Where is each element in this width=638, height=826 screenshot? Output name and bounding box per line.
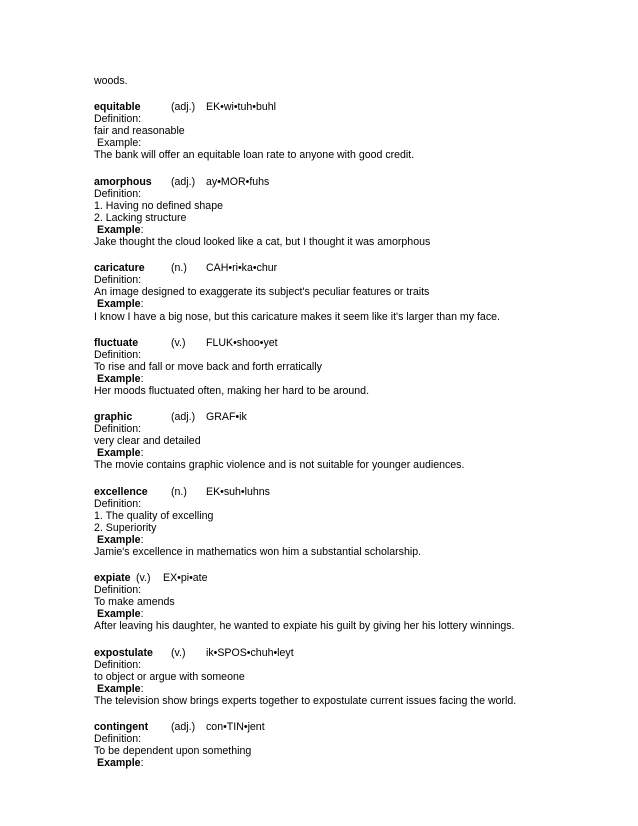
entry-word: expostulate bbox=[94, 646, 153, 659]
example-label-line bbox=[94, 608, 614, 620]
example-colon: : bbox=[140, 757, 144, 770]
vocab-entry bbox=[94, 411, 614, 471]
entry-header bbox=[94, 101, 614, 113]
definition-text: 2. Superiority bbox=[94, 521, 157, 534]
example-text: I know I have a big nose, but this caricature makes it seem like it's larger than my face. bbox=[94, 310, 500, 323]
example-text: After leaving his daughter, he wanted to expiate his guilt by giving her his lottery winnings. bbox=[94, 620, 515, 633]
pronunciation: EK•wi•tuh•buhl bbox=[206, 101, 277, 114]
entry-header bbox=[94, 486, 614, 498]
definition-text: To rise and fall or move back and forth erratically bbox=[94, 360, 322, 373]
entry-word: graphic bbox=[94, 411, 133, 424]
vocab-entry bbox=[94, 176, 614, 249]
definition-label: Definition: bbox=[94, 274, 142, 287]
definition-label: Definition: bbox=[94, 113, 142, 126]
example-label-line bbox=[94, 534, 614, 546]
definition-label: Definition: bbox=[94, 348, 142, 361]
vocab-entry bbox=[94, 101, 614, 161]
definition-label: Definition: bbox=[94, 423, 142, 436]
definition-text: 1. The quality of excelling bbox=[94, 509, 214, 522]
example-label-line bbox=[94, 224, 614, 236]
entry-header bbox=[94, 411, 614, 423]
vocab-entry bbox=[94, 486, 614, 559]
example-colon: : bbox=[140, 447, 144, 460]
vocab-entry bbox=[94, 337, 614, 397]
example-colon: : bbox=[140, 223, 144, 236]
definition-label: Definition: bbox=[94, 584, 142, 597]
part-of-speech: (n.) bbox=[171, 262, 187, 275]
vocab-entry bbox=[94, 721, 614, 769]
entry-header bbox=[94, 337, 614, 349]
entry-word: fluctuate bbox=[94, 336, 139, 349]
pronunciation: ik•SPOS•chuh•leyt bbox=[206, 646, 294, 659]
entry-header bbox=[94, 721, 614, 733]
part-of-speech: (adj.) bbox=[171, 175, 196, 188]
entry-header bbox=[94, 572, 614, 584]
vocab-entry bbox=[94, 262, 614, 322]
example-text: The bank will offer an equitable loan rate to anyone with good credit. bbox=[94, 149, 415, 162]
example-label: Example bbox=[97, 757, 141, 770]
example-label: Example: bbox=[97, 137, 142, 150]
example-label-line bbox=[94, 757, 614, 769]
definition-label: Definition: bbox=[94, 658, 142, 671]
definition-text: 1. Having no defined shape bbox=[94, 199, 223, 212]
entry-word: equitable bbox=[94, 101, 141, 114]
part-of-speech: (v.) bbox=[136, 572, 151, 585]
entry-word: caricature bbox=[94, 262, 145, 275]
example-text: Jake thought the cloud looked like a cat, but I thought it was amorphous bbox=[94, 236, 431, 249]
example-text: The television show brings experts together to expostulate current issues facing the world. bbox=[94, 694, 517, 707]
entry-header bbox=[94, 176, 614, 188]
pronunciation: con•TIN•jent bbox=[206, 721, 265, 734]
example-colon: : bbox=[140, 533, 144, 546]
example-label-line bbox=[94, 298, 614, 310]
part-of-speech: (adj.) bbox=[171, 411, 196, 424]
example-label: Example bbox=[97, 223, 141, 236]
entry-word: amorphous bbox=[94, 175, 152, 188]
example-colon: : bbox=[140, 372, 144, 385]
example-colon: : bbox=[140, 298, 144, 311]
example-text: Her moods fluctuated often, making her hard to be around. bbox=[94, 384, 370, 397]
example-label: Example bbox=[97, 533, 141, 546]
example-label: Example bbox=[97, 372, 141, 385]
part-of-speech: (adj.) bbox=[171, 101, 196, 114]
part-of-speech: (n.) bbox=[171, 485, 187, 498]
definition-text: To be dependent upon something bbox=[94, 745, 252, 758]
example-colon: : bbox=[140, 682, 144, 695]
definition-text: fair and reasonable bbox=[94, 125, 185, 138]
definition-label: Definition: bbox=[94, 187, 142, 200]
definition-text: To make amends bbox=[94, 596, 175, 609]
pronunciation: ay•MOR•fuhs bbox=[206, 175, 270, 188]
definition-label: Definition: bbox=[94, 733, 142, 746]
entry-header bbox=[94, 647, 614, 659]
part-of-speech: (adj.) bbox=[171, 721, 196, 734]
pronunciation: GRAF•ik bbox=[206, 411, 247, 424]
entry-header bbox=[94, 262, 614, 274]
example-label-line bbox=[94, 373, 614, 385]
example-label-line bbox=[94, 683, 614, 695]
part-of-speech: (v.) bbox=[171, 336, 186, 349]
example-text: Jamie's excellence in mathematics won him a substantial scholarship. bbox=[94, 546, 422, 558]
vocab-entry bbox=[94, 572, 614, 632]
document-page bbox=[94, 75, 614, 783]
pronunciation: EX•pi•ate bbox=[163, 572, 208, 585]
pronunciation: CAH•ri•ka•chur bbox=[206, 262, 278, 275]
lead-text: woods. bbox=[94, 75, 128, 87]
vocabulary-list bbox=[94, 101, 614, 769]
pronunciation: FLUK•shoo•yet bbox=[206, 336, 278, 349]
vocab-entry bbox=[94, 647, 614, 707]
pronunciation: EK•suh•luhns bbox=[206, 485, 270, 498]
example-label: Example bbox=[97, 447, 141, 460]
example-label-line bbox=[94, 137, 614, 149]
example-label: Example bbox=[97, 608, 141, 621]
definition-text: very clear and detailed bbox=[94, 435, 201, 448]
entry-word: contingent bbox=[94, 721, 149, 734]
definition-text: An image designed to exaggerate its subject's peculiar features or traits bbox=[94, 286, 430, 299]
example-text: The movie contains graphic violence and is not suitable for younger audiences. bbox=[94, 459, 465, 472]
entry-word: excellence bbox=[94, 485, 148, 498]
definition-label: Definition: bbox=[94, 497, 142, 510]
definition-text: 2. Lacking structure bbox=[94, 211, 187, 224]
definition-text: to object or argue with someone bbox=[94, 670, 245, 683]
part-of-speech: (v.) bbox=[171, 646, 186, 659]
entry-word: expiate bbox=[94, 572, 131, 585]
example-label: Example bbox=[97, 298, 141, 311]
example-label-line bbox=[94, 447, 614, 459]
example-label: Example bbox=[97, 682, 141, 695]
example-colon: : bbox=[140, 608, 144, 621]
